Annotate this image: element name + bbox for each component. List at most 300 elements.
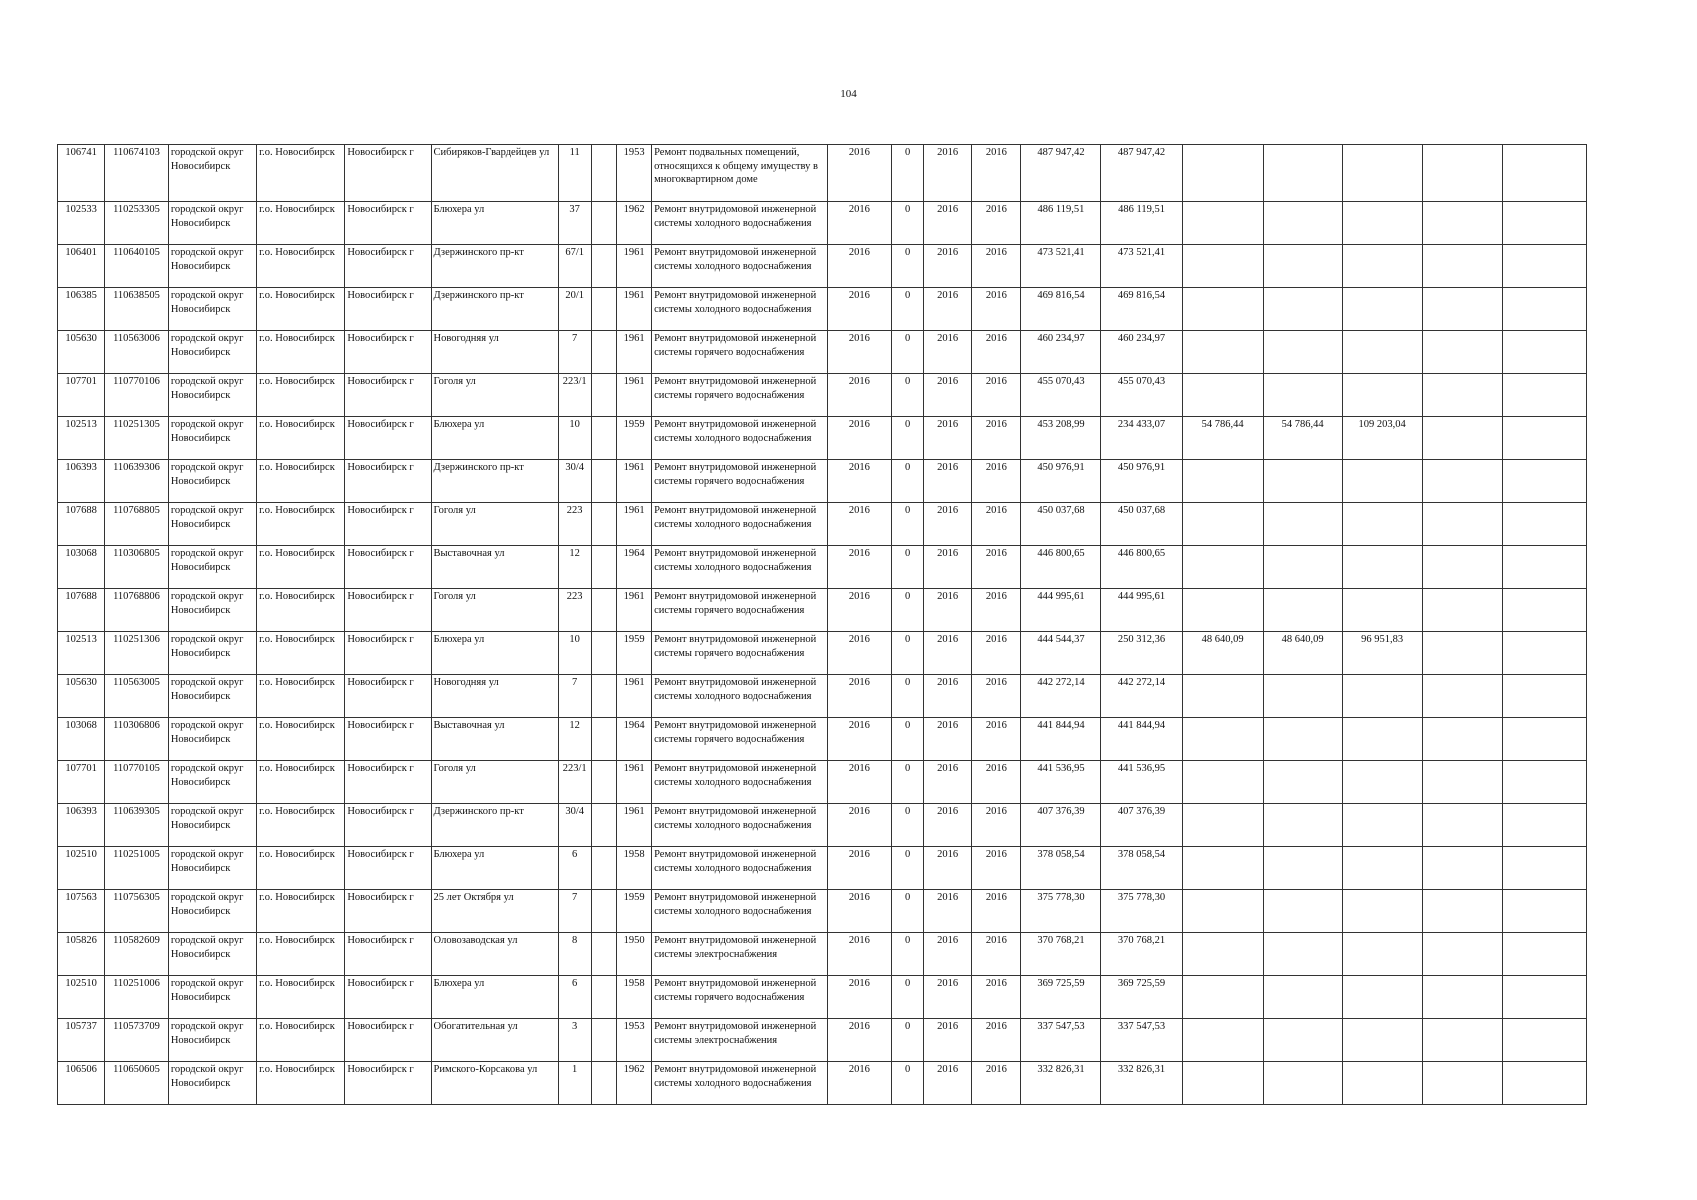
total-cost-cell: 378 058,54 [1021,847,1101,890]
extra-1-cell [1422,589,1502,632]
work-type-cell: Ремонт внутридомовой инженерной системы холодного водоснабжения [652,245,827,288]
budget-2-cell [1263,589,1342,632]
zero-value-cell: 0 [892,976,924,1019]
year-to-cell: 2016 [972,804,1021,847]
extra-1-cell [1422,1062,1502,1105]
district-cell: г.о. Новосибирск [257,1019,345,1062]
year-built-cell: 1961 [617,374,652,417]
table-row [58,503,1587,546]
municipality-cell: городской округ Новосибирск [168,933,256,976]
house-number-cell: 10 [558,417,591,460]
street-cell: Обогатительная ул [431,1019,558,1062]
fund-cost-cell: 407 376,39 [1101,804,1182,847]
fund-cost-cell: 469 816,54 [1101,288,1182,331]
extra-1-cell [1422,675,1502,718]
work-type-cell: Ремонт внутридомовой инженерной системы холодного водоснабжения [652,417,827,460]
city-cell: Новосибирск г [345,675,431,718]
municipality-cell: городской округ Новосибирск [168,145,256,202]
district-cell: г.о. Новосибирск [257,331,345,374]
street-cell: Новогодняя ул [431,675,558,718]
plan-year-cell: 2016 [827,804,892,847]
municipality-cell: городской округ Новосибирск [168,331,256,374]
city-cell: Новосибирск г [345,460,431,503]
zero-value-cell: 0 [892,245,924,288]
work-type-cell: Ремонт внутридомовой инженерной системы холодного водоснабжения [652,1062,827,1105]
work-code-cell: 110639305 [105,804,169,847]
district-cell: г.о. Новосибирск [257,288,345,331]
year-to-cell: 2016 [972,331,1021,374]
extra-1-cell [1422,374,1502,417]
building-cell [591,331,617,374]
street-cell: Дзержинского пр-кт [431,460,558,503]
year-to-cell: 2016 [972,503,1021,546]
work-code-cell: 110251305 [105,417,169,460]
page-number: 104 [840,88,857,100]
year-built-cell: 1953 [617,145,652,202]
extra-1-cell [1422,546,1502,589]
total-cost-cell: 442 272,14 [1021,675,1101,718]
city-cell: Новосибирск г [345,589,431,632]
plan-year-cell: 2016 [827,202,892,245]
plan-year-cell: 2016 [827,145,892,202]
extra-2-cell [1502,1062,1586,1105]
municipality-cell: городской округ Новосибирск [168,202,256,245]
building-cell [591,202,617,245]
table-row [58,976,1587,1019]
zero-value-cell: 0 [892,460,924,503]
extra-1-cell [1422,847,1502,890]
municipality-cell: городской округ Новосибирск [168,546,256,589]
fund-cost-cell: 378 058,54 [1101,847,1182,890]
budget-1-cell [1182,933,1263,976]
house-number-cell: 223/1 [558,761,591,804]
district-cell: г.о. Новосибирск [257,933,345,976]
work-type-cell: Ремонт внутридомовой инженерной системы холодного водоснабжения [652,761,827,804]
year-from-cell: 2016 [923,675,971,718]
work-code-cell: 110563006 [105,331,169,374]
year-built-cell: 1962 [617,1062,652,1105]
budget-2-cell: 54 786,44 [1263,417,1342,460]
extra-1-cell [1422,632,1502,675]
city-cell: Новосибирск г [345,417,431,460]
work-type-cell: Ремонт внутридомовой инженерной системы холодного водоснабжения [652,804,827,847]
district-cell: г.о. Новосибирск [257,976,345,1019]
year-from-cell: 2016 [923,933,971,976]
year-built-cell: 1959 [617,417,652,460]
extra-1-cell [1422,417,1502,460]
district-cell: г.о. Новосибирск [257,761,345,804]
city-cell: Новосибирск г [345,245,431,288]
plan-year-cell: 2016 [827,632,892,675]
house-number-cell: 7 [558,331,591,374]
table-row [58,718,1587,761]
building-cell [591,804,617,847]
extra-2-cell [1502,331,1586,374]
fund-cost-cell: 450 037,68 [1101,503,1182,546]
building-cell [591,1062,617,1105]
plan-year-cell: 2016 [827,718,892,761]
record-id-cell: 102513 [58,632,105,675]
plan-year-cell: 2016 [827,374,892,417]
district-cell: г.о. Новосибирск [257,632,345,675]
budget-3-cell [1342,890,1422,933]
year-from-cell: 2016 [923,374,971,417]
record-id-cell: 106393 [58,460,105,503]
city-cell: Новосибирск г [345,632,431,675]
street-cell: Выставочная ул [431,718,558,761]
building-cell [591,890,617,933]
budget-2-cell [1263,546,1342,589]
year-to-cell: 2016 [972,546,1021,589]
budget-3-cell [1342,1062,1422,1105]
total-cost-cell: 332 826,31 [1021,1062,1101,1105]
year-to-cell: 2016 [972,761,1021,804]
zero-value-cell: 0 [892,546,924,589]
zero-value-cell: 0 [892,503,924,546]
total-cost-cell: 375 778,30 [1021,890,1101,933]
fund-cost-cell: 487 947,42 [1101,145,1182,202]
city-cell: Новосибирск г [345,546,431,589]
budget-2-cell [1263,675,1342,718]
city-cell: Новосибирск г [345,933,431,976]
year-from-cell: 2016 [923,331,971,374]
budget-2-cell [1263,761,1342,804]
total-cost-cell: 450 037,68 [1021,503,1101,546]
district-cell: г.о. Новосибирск [257,145,345,202]
record-id-cell: 105826 [58,933,105,976]
year-built-cell: 1961 [617,245,652,288]
budget-2-cell [1263,145,1342,202]
budget-2-cell [1263,460,1342,503]
extra-1-cell [1422,976,1502,1019]
table-row [58,460,1587,503]
zero-value-cell: 0 [892,804,924,847]
street-cell: Блюхера ул [431,976,558,1019]
work-type-cell: Ремонт подвальных помещений, относящихся к общему имуществу в многоквартирном доме [652,145,827,202]
street-cell: Новогодняя ул [431,331,558,374]
extra-1-cell [1422,245,1502,288]
work-code-cell: 110650605 [105,1062,169,1105]
extra-2-cell [1502,847,1586,890]
record-id-cell: 106393 [58,804,105,847]
house-number-cell: 67/1 [558,245,591,288]
district-cell: г.о. Новосибирск [257,847,345,890]
house-number-cell: 10 [558,632,591,675]
building-cell [591,245,617,288]
budget-1-cell [1182,1062,1263,1105]
table-row [58,847,1587,890]
year-built-cell: 1959 [617,890,652,933]
budget-1-cell: 48 640,09 [1182,632,1263,675]
zero-value-cell: 0 [892,145,924,202]
extra-2-cell [1502,675,1586,718]
table-row [58,245,1587,288]
city-cell: Новосибирск г [345,202,431,245]
building-cell [591,460,617,503]
district-cell: г.о. Новосибирск [257,1062,345,1105]
budget-2-cell [1263,245,1342,288]
year-from-cell: 2016 [923,890,971,933]
work-code-cell: 110251006 [105,976,169,1019]
repair-register-table [57,144,1587,1105]
total-cost-cell: 369 725,59 [1021,976,1101,1019]
year-to-cell: 2016 [972,632,1021,675]
table-row [58,632,1587,675]
total-cost-cell: 455 070,43 [1021,374,1101,417]
house-number-cell: 20/1 [558,288,591,331]
plan-year-cell: 2016 [827,288,892,331]
building-cell [591,589,617,632]
extra-2-cell [1502,933,1586,976]
year-from-cell: 2016 [923,202,971,245]
zero-value-cell: 0 [892,847,924,890]
year-built-cell: 1953 [617,1019,652,1062]
work-code-cell: 110582609 [105,933,169,976]
district-cell: г.о. Новосибирск [257,245,345,288]
zero-value-cell: 0 [892,589,924,632]
work-code-cell: 110768805 [105,503,169,546]
year-built-cell: 1961 [617,288,652,331]
budget-3-cell [1342,288,1422,331]
budget-3-cell [1342,933,1422,976]
total-cost-cell: 370 768,21 [1021,933,1101,976]
work-type-cell: Ремонт внутридомовой инженерной системы холодного водоснабжения [652,675,827,718]
building-cell [591,1019,617,1062]
record-id-cell: 106385 [58,288,105,331]
fund-cost-cell: 234 433,07 [1101,417,1182,460]
table-row [58,1062,1587,1105]
work-type-cell: Ремонт внутридомовой инженерной системы холодного водоснабжения [652,847,827,890]
fund-cost-cell: 442 272,14 [1101,675,1182,718]
extra-1-cell [1422,288,1502,331]
extra-2-cell [1502,976,1586,1019]
street-cell: Римского-Корсакова ул [431,1062,558,1105]
budget-1-cell [1182,976,1263,1019]
zero-value-cell: 0 [892,933,924,976]
zero-value-cell: 0 [892,632,924,675]
total-cost-cell: 460 234,97 [1021,331,1101,374]
work-type-cell: Ремонт внутридомовой инженерной системы горячего водоснабжения [652,460,827,503]
work-code-cell: 110306806 [105,718,169,761]
budget-1-cell [1182,145,1263,202]
budget-3-cell: 109 203,04 [1342,417,1422,460]
zero-value-cell: 0 [892,202,924,245]
budget-1-cell [1182,761,1263,804]
municipality-cell: городской округ Новосибирск [168,976,256,1019]
district-cell: г.о. Новосибирск [257,546,345,589]
budget-3-cell [1342,1019,1422,1062]
record-id-cell: 102533 [58,202,105,245]
zero-value-cell: 0 [892,761,924,804]
extra-2-cell [1502,202,1586,245]
budget-1-cell [1182,718,1263,761]
budget-3-cell [1342,589,1422,632]
street-cell: Оловозаводская ул [431,933,558,976]
year-to-cell: 2016 [972,847,1021,890]
budget-3-cell [1342,847,1422,890]
record-id-cell: 107688 [58,589,105,632]
building-cell [591,675,617,718]
municipality-cell: городской округ Новосибирск [168,632,256,675]
budget-1-cell [1182,546,1263,589]
budget-2-cell [1263,331,1342,374]
year-built-cell: 1964 [617,718,652,761]
house-number-cell: 6 [558,847,591,890]
total-cost-cell: 337 547,53 [1021,1019,1101,1062]
budget-2-cell: 48 640,09 [1263,632,1342,675]
extra-2-cell [1502,145,1586,202]
zero-value-cell: 0 [892,374,924,417]
extra-2-cell [1502,1019,1586,1062]
building-cell [591,417,617,460]
budget-1-cell: 54 786,44 [1182,417,1263,460]
total-cost-cell: 486 119,51 [1021,202,1101,245]
zero-value-cell: 0 [892,890,924,933]
budget-3-cell [1342,374,1422,417]
extra-2-cell [1502,589,1586,632]
plan-year-cell: 2016 [827,1019,892,1062]
zero-value-cell: 0 [892,1019,924,1062]
zero-value-cell: 0 [892,718,924,761]
budget-3-cell [1342,331,1422,374]
fund-cost-cell: 332 826,31 [1101,1062,1182,1105]
year-from-cell: 2016 [923,804,971,847]
budget-1-cell [1182,589,1263,632]
street-cell: Блюхера ул [431,847,558,890]
record-id-cell: 107701 [58,761,105,804]
fund-cost-cell: 486 119,51 [1101,202,1182,245]
extra-2-cell [1502,503,1586,546]
extra-2-cell [1502,632,1586,675]
street-cell: Блюхера ул [431,202,558,245]
city-cell: Новосибирск г [345,503,431,546]
work-type-cell: Ремонт внутридомовой инженерной системы горячего водоснабжения [652,976,827,1019]
city-cell: Новосибирск г [345,847,431,890]
extra-1-cell [1422,145,1502,202]
budget-1-cell [1182,202,1263,245]
fund-cost-cell: 375 778,30 [1101,890,1182,933]
city-cell: Новосибирск г [345,976,431,1019]
building-cell [591,374,617,417]
year-to-cell: 2016 [972,1062,1021,1105]
work-type-cell: Ремонт внутридомовой инженерной системы горячего водоснабжения [652,374,827,417]
zero-value-cell: 0 [892,1062,924,1105]
municipality-cell: городской округ Новосибирск [168,847,256,890]
street-cell: Сибиряков-Гвардейцев ул [431,145,558,202]
record-id-cell: 107701 [58,374,105,417]
budget-3-cell: 96 951,83 [1342,632,1422,675]
total-cost-cell: 407 376,39 [1021,804,1101,847]
total-cost-cell: 446 800,65 [1021,546,1101,589]
street-cell: Дзержинского пр-кт [431,288,558,331]
work-code-cell: 110306805 [105,546,169,589]
district-cell: г.о. Новосибирск [257,589,345,632]
budget-3-cell [1342,245,1422,288]
work-code-cell: 110251306 [105,632,169,675]
extra-1-cell [1422,804,1502,847]
street-cell: Выставочная ул [431,546,558,589]
table-row [58,890,1587,933]
work-code-cell: 110563005 [105,675,169,718]
extra-2-cell [1502,245,1586,288]
building-cell [591,847,617,890]
year-to-cell: 2016 [972,589,1021,632]
extra-1-cell [1422,202,1502,245]
table-row [58,331,1587,374]
year-to-cell: 2016 [972,976,1021,1019]
fund-cost-cell: 450 976,91 [1101,460,1182,503]
building-cell [591,503,617,546]
extra-2-cell [1502,374,1586,417]
record-id-cell: 105630 [58,331,105,374]
budget-1-cell [1182,890,1263,933]
budget-3-cell [1342,460,1422,503]
table-row [58,202,1587,245]
extra-1-cell [1422,890,1502,933]
municipality-cell: городской округ Новосибирск [168,761,256,804]
year-from-cell: 2016 [923,288,971,331]
budget-3-cell [1342,675,1422,718]
budget-2-cell [1263,933,1342,976]
district-cell: г.о. Новосибирск [257,503,345,546]
district-cell: г.о. Новосибирск [257,417,345,460]
year-from-cell: 2016 [923,503,971,546]
municipality-cell: городской округ Новосибирск [168,417,256,460]
work-type-cell: Ремонт внутридомовой инженерной системы электроснабжения [652,933,827,976]
house-number-cell: 37 [558,202,591,245]
district-cell: г.о. Новосибирск [257,804,345,847]
record-id-cell: 107688 [58,503,105,546]
year-built-cell: 1961 [617,804,652,847]
building-cell [591,976,617,1019]
building-cell [591,632,617,675]
work-code-cell: 110770106 [105,374,169,417]
zero-value-cell: 0 [892,331,924,374]
budget-3-cell [1342,718,1422,761]
plan-year-cell: 2016 [827,546,892,589]
budget-1-cell [1182,847,1263,890]
year-from-cell: 2016 [923,145,971,202]
budget-3-cell [1342,976,1422,1019]
building-cell [591,718,617,761]
budget-3-cell [1342,546,1422,589]
city-cell: Новосибирск г [345,761,431,804]
work-type-cell: Ремонт внутридомовой инженерной системы холодного водоснабжения [652,546,827,589]
budget-2-cell [1263,503,1342,546]
budget-1-cell [1182,675,1263,718]
extra-1-cell [1422,933,1502,976]
year-built-cell: 1961 [617,675,652,718]
building-cell [591,933,617,976]
street-cell: Гоголя ул [431,589,558,632]
work-type-cell: Ремонт внутридомовой инженерной системы горячего водоснабжения [652,718,827,761]
budget-2-cell [1263,1062,1342,1105]
street-cell: Блюхера ул [431,417,558,460]
year-from-cell: 2016 [923,847,971,890]
city-cell: Новосибирск г [345,718,431,761]
budget-3-cell [1342,761,1422,804]
year-from-cell: 2016 [923,976,971,1019]
table-row [58,288,1587,331]
extra-2-cell [1502,804,1586,847]
zero-value-cell: 0 [892,417,924,460]
year-to-cell: 2016 [972,417,1021,460]
total-cost-cell: 453 208,99 [1021,417,1101,460]
house-number-cell: 223 [558,503,591,546]
extra-1-cell [1422,331,1502,374]
year-from-cell: 2016 [923,1062,971,1105]
year-to-cell: 2016 [972,890,1021,933]
